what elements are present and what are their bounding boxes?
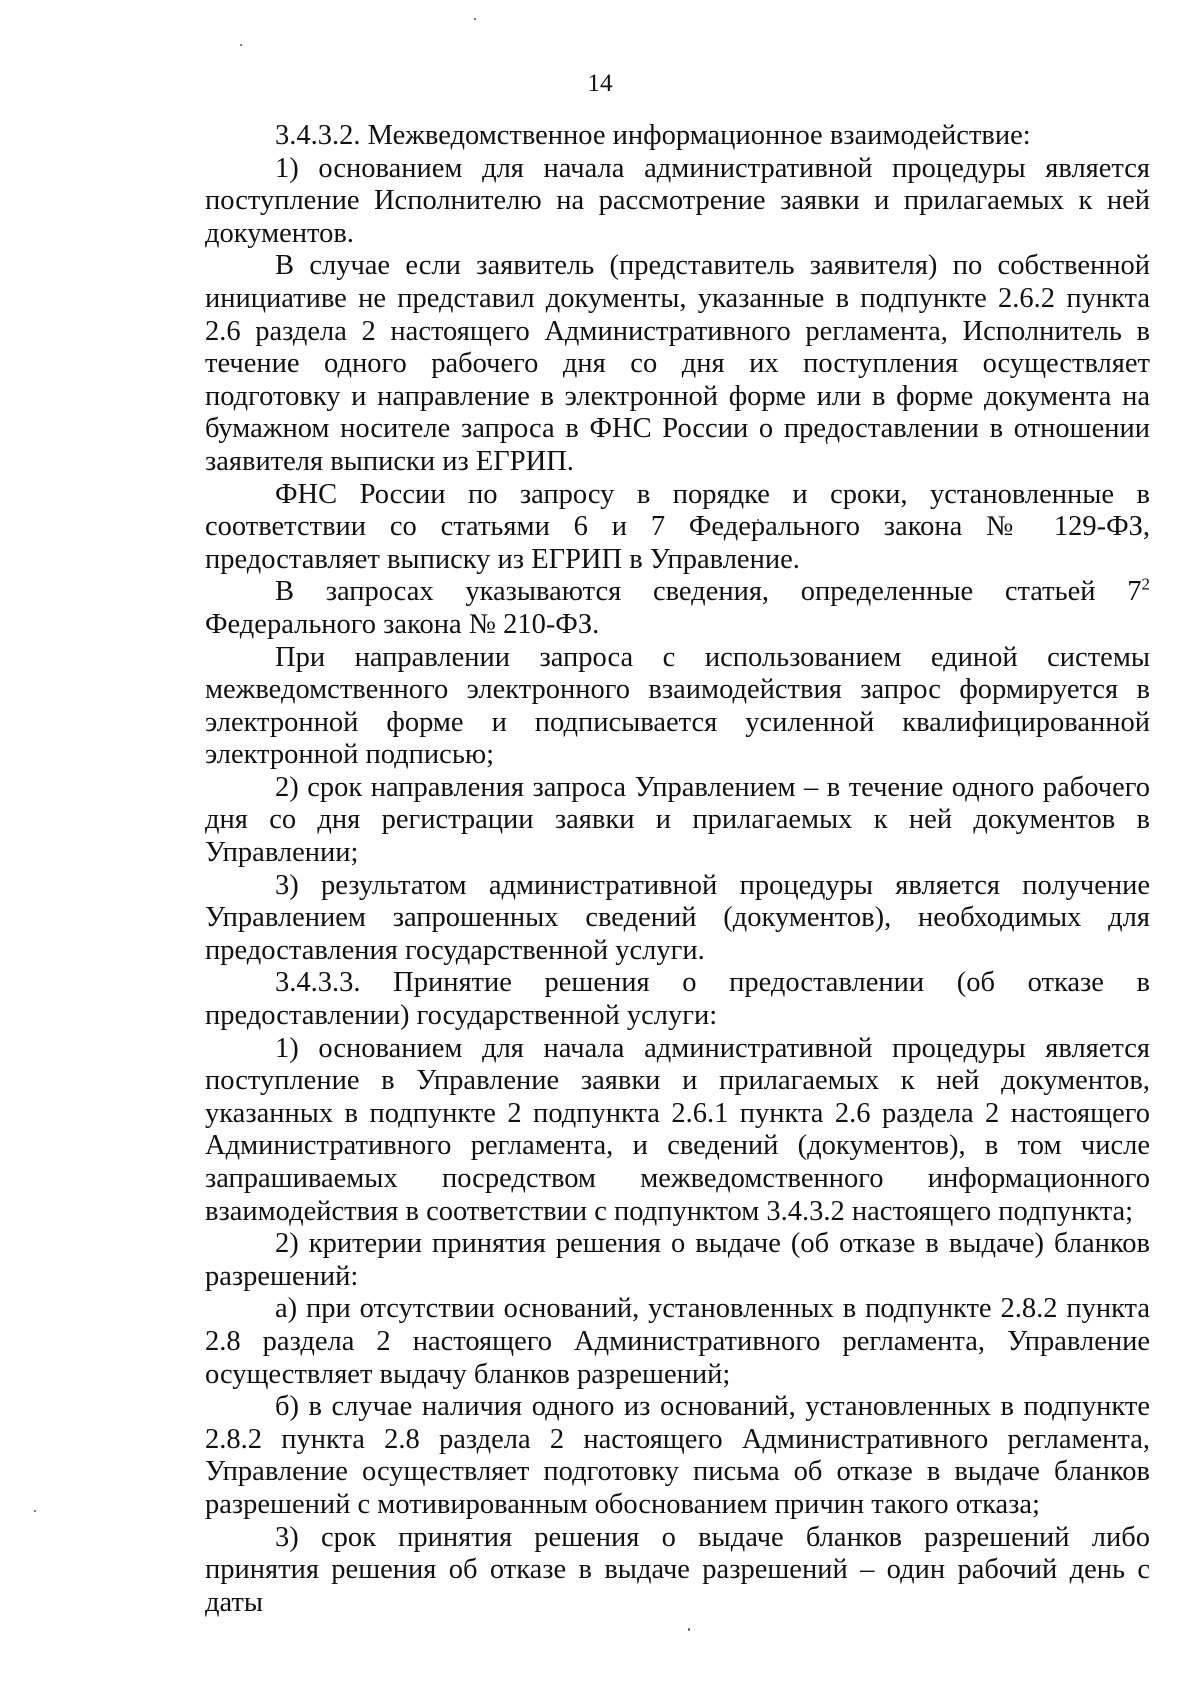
paragraph-request-deadline: 2) срок направления запроса Управлением – в течение одного рабочего дня со дня регистрации заявки и прилагаемых к ней документов в Управлении; (205, 771, 1150, 869)
paragraph-decision-criteria: 2) критерии принятия решения о выдаче (об отказе в выдаче) бланков разрешений: (205, 1228, 1150, 1292)
paragraph-criteria-b: б) в случае наличия одного из оснований, установленных в подпункте 2.8.2 пункта 2.8 раздела 2 настоящего Административного регламента, Управление осуществляет подготовку письма об отказе в выдаче бланков разрешений с мотивированным обоснованием причин такого отказа; (205, 1391, 1150, 1520)
article-superscript: 2 (1141, 574, 1150, 594)
paragraph-procedure-result: 3) результатом административной процедуры является получение Управлением запрошенных сведений (документов), необходимых для предоставления государственной услуги. (205, 869, 1150, 966)
page-number: 14 (587, 70, 613, 97)
scan-speck (240, 44, 242, 46)
paragraph-fns-response: ФНС России по запросу в порядке и сроки, установленные в соответствии со статьями 6 и 7 Федерального закона № 129-ФЗ, предоставляет выписку из ЕГРИП в Управление. (205, 478, 1150, 575)
paragraph-3-4-3-2-heading: 3.4.3.2. Межведомственное информационное взаимодействие: (275, 120, 1031, 151)
paragraph-basis: 1) основанием для начала административной процедуры является поступление Исполнителю на рассмотрение заявки и прилагаемых к ней документов. (205, 152, 1150, 249)
paragraph-decision-basis: 1) основанием для начала административной процедуры является поступление в Управление заявки и прилагаемых к ней документов, указанных в подпункте 2 подпункта 2.6.1 пункта 2.6 раздела 2 настоящего Административного регламента, и сведений (документов), в том числе запрашиваемых посредством межведомственного информационного взаимодействия в соответствии с подпунктом 3.4.3.2 настоящего подпункта; (205, 1032, 1150, 1227)
request-content-law: Федерального закона № 210-ФЗ. (205, 608, 600, 640)
request-content-text: В запросах указываются сведения, определенные статьей 7 (275, 576, 1142, 608)
scan-speck (474, 18, 476, 20)
scan-speck (688, 1628, 690, 1631)
paragraph-request-content (205, 576, 1150, 641)
paragraph-3-4-3-3-heading: 3.4.3.3. Принятие решения о предоставлении (об отказе в предоставлении) государственной услуги: (205, 967, 1150, 1032)
scan-speck (34, 1510, 36, 1512)
paragraph-case-not-submitted: В случае если заявитель (представитель заявителя) по собственной инициативе не представил документы, указанные в подпункте 2.6.2 пункта 2.6 раздела 2 настоящего Административного регламента, Исполнитель в течение одного рабочего дня со дня их поступления осуществляет подготовку и направление в электронной форме или в форме документа на бумажном носителе запроса в ФНС России о предоставлении в отношении заявителя выписки из ЕГРИП. (205, 250, 1150, 477)
paragraph-decision-deadline: 3) срок принятия решения о выдаче бланков разрешений либо принятия решения об отказе в выдаче разрешений – один рабочий день с даты (205, 1521, 1150, 1618)
paragraph-electronic-request: При направлении запроса с использованием единой системы межведомственного электронного взаимодействия запрос формируется в электронной форме и подписывается усиленной квалифицированной электронной подписью; (205, 641, 1150, 771)
document-body (205, 120, 1150, 1619)
paragraph-criteria-a: а) при отсутствии оснований, установленных в подпункте 2.8.2 пункта 2.8 раздела 2 настоящего Административного регламента, Управление осуществляет выдачу бланков разрешений; (205, 1293, 1150, 1390)
